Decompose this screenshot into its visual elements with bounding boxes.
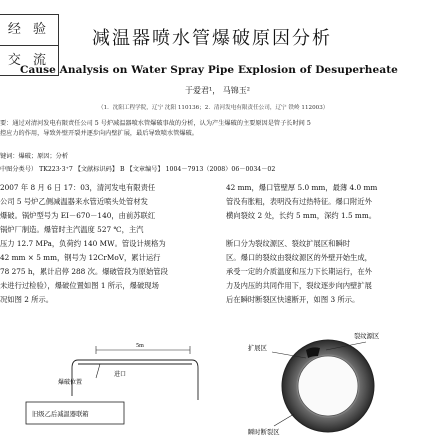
pipe-left-bend [72,360,78,396]
section-label-line2: 交 流 [7,53,51,68]
section-label-line1: 经 验 [0,15,58,46]
label-inlet: 进口 [114,371,127,378]
body-right-line: 管没有胀粗，表明没有过热特征。爆口附近外 [226,197,372,206]
body-right-line: 横向裂纹 2 处，长约 5 mm，深约 1.5 mm。 [226,211,377,220]
label-fast-fracture-zone: 瞬时断裂区 [248,429,280,436]
body-left-line: 锅炉厂制造。爆管时主汽温度 527 ℃，主汽 [0,225,144,234]
label-header-box: 旧级乙后减温器联箱 [32,411,89,418]
body-left-line: 压力 12.7 MPa，负荷约 140 MW。管设计规格为 [0,239,166,248]
label-expansion-zone: 扩展区 [248,345,267,352]
title-chinese: 减温器喷水管爆破原因分析 [92,28,332,49]
label-burst-position: 爆破位置 [58,379,83,386]
leader-fast [274,414,294,426]
pipe-bore [298,356,358,416]
body-right-line: 承受一定的介质温度和压力下长期运行，在外 [226,267,372,276]
body-right-line: 42 mm，爆口管壁厚 5.0 mm，最薄 4.0 mm [226,183,378,192]
affiliation: （1．沈阳工程学院，辽宁 沈阳 110136；2．清河发电有限责任公司，辽宁 铁岭 112003） [98,105,329,111]
pipe-bend [192,360,198,400]
authors: 于爱君¹， 马锦玉² [185,86,250,95]
body-right-line: 区。爆口的裂纹由裂纹源区的外壁开始生成， [226,253,372,262]
keywords: 键词：爆破；原因；分析 [0,153,69,160]
body-right-line: 断口分为裂纹源区、裂纹扩展区和瞬时 [226,239,351,248]
body-left-line: 42 mm × 5 mm，钢号为 12CrMoV，累计运行 [0,253,161,262]
body-left-line: 公司 5 号炉乙侧减温器来水管近喷头处管材发 [0,197,148,206]
dimension-label: 5m [136,343,144,349]
body-left-line: 况如图 2 所示。 [0,295,54,304]
abstract-line: 控应力的作用，导致外壁开裂并逐步向内壁扩展，最后导致喷水管爆破。 [0,130,198,137]
body-left-line: 2007 年 8 月 6 日 17：03，清河发电有限责任 [0,183,156,192]
body-left-line: 未进行过检验），爆破位置如图 1 所示，爆破现场 [0,281,159,290]
figure-pipe-schematic [22,340,202,436]
body-right-line: 力及内压的共同作用下，裂纹逐步向内壁扩展 [226,281,372,290]
figure-fracture-photo [246,328,406,438]
abstract-line: 要：通过对清河发电有限责任公司 5 号炉减温器喷水管爆破事故的分析，认为产生爆破的主要原因是管子长时间 5 [0,120,311,127]
body-left-line: 78 275 h，累计启停 288 次。爆破管段为原始管段 [0,267,168,276]
body-right-line: 后在瞬时断裂区快速断开，如图 3 所示。 [226,295,360,304]
leader-line [96,364,100,378]
body-left-line: 爆破。锅炉型号为 EI－670－140，由前苏联红 [0,211,156,220]
title-english: Cause Analysis on Water Spray Pipe Explosion of Desuperheate [20,64,398,76]
classification-line: 中图分类号） TK223·3⁺7 【文献标识码】 B 【文章编号】 1004－7913（2008）06－0034－02 [0,166,276,173]
label-crack-source: 裂纹源区 [354,333,380,340]
